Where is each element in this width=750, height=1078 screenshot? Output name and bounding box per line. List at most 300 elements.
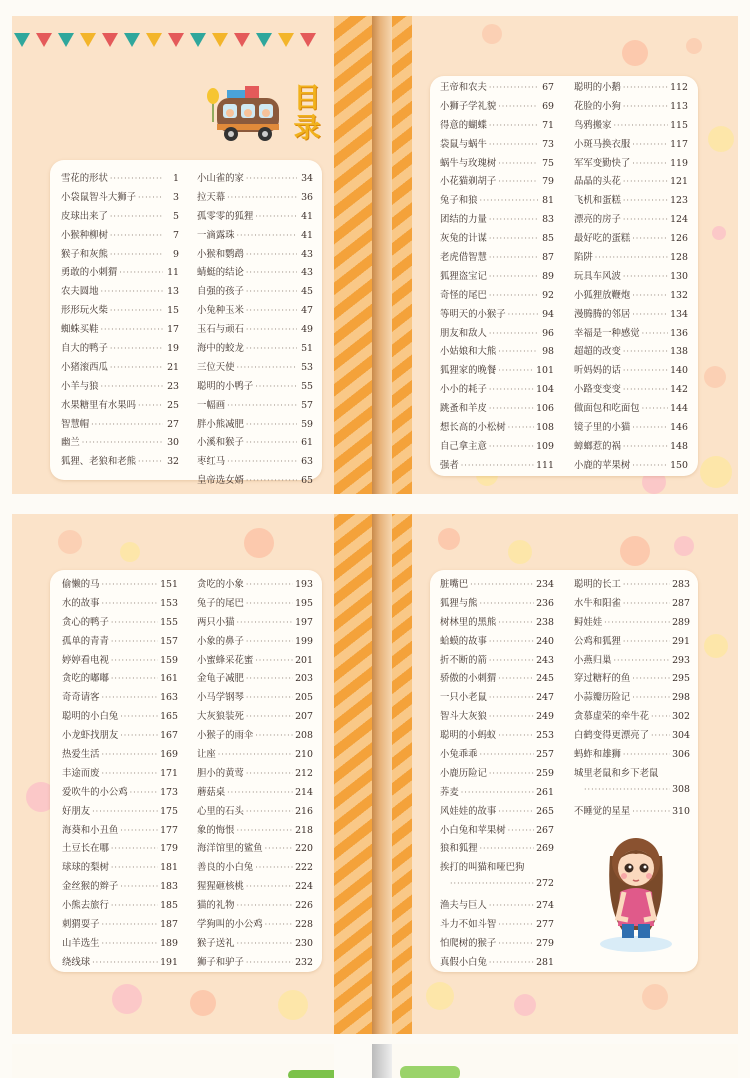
toc-entry-page: 306: [672, 749, 690, 761]
toc-entry-title: 蜻蜓的结论: [197, 267, 244, 279]
toc-entry[interactable]: [440, 822, 554, 841]
toc-entry[interactable]: [197, 878, 313, 897]
toc-entry[interactable]: [62, 803, 178, 822]
toc-leader-dots: [102, 693, 159, 702]
toc-entry[interactable]: [574, 576, 690, 595]
toc-entry[interactable]: [574, 652, 690, 671]
toc-entry-title: 树林里的黑熊: [440, 616, 497, 628]
toc-leader-dots: [489, 442, 534, 451]
toc-entry[interactable]: [574, 457, 688, 476]
toc-entry-title: 狼和狐狸: [440, 843, 478, 855]
toc-entry[interactable]: [197, 916, 313, 935]
toc-entry-page: 112: [670, 82, 688, 93]
toc-leader-dots: [218, 750, 293, 759]
toc-entry[interactable]: [62, 822, 178, 841]
toc-entry[interactable]: [62, 652, 178, 671]
toc-entry-title: 小象的鼻子: [197, 635, 244, 647]
toc-entry[interactable]: [574, 400, 688, 419]
toc-entry[interactable]: [197, 170, 313, 189]
toc-entry[interactable]: [440, 897, 554, 916]
toc-entry-page: 175: [160, 805, 178, 817]
toc-entry-title: 小猴子的雨伞: [197, 730, 254, 742]
toc-entry[interactable]: [197, 689, 313, 708]
toc-entry[interactable]: [197, 822, 313, 841]
toc-entry[interactable]: [62, 916, 178, 935]
toc-entry[interactable]: [574, 381, 688, 400]
toc-entry-page: 45: [301, 286, 313, 298]
toc-entry-page: 238: [536, 616, 554, 628]
toc-leader-dots: [111, 901, 158, 910]
toc-leader-dots: [498, 347, 538, 356]
toc-entry[interactable]: [197, 652, 313, 671]
toc-entry-page: 89: [542, 270, 554, 282]
toc-leader-dots: [102, 580, 159, 589]
toc-entry[interactable]: [62, 765, 178, 784]
toc-entry-title: 蜗牛与玫瑰树: [440, 157, 497, 169]
toc-entry-title: 跳蚤和羊皮: [440, 403, 487, 415]
toc-leader-dots: [632, 693, 670, 702]
toc-entry-page: 218: [295, 824, 313, 836]
toc-entry-title: 穿过糖籽的鱼: [574, 673, 631, 685]
toc-column: [197, 170, 313, 491]
toc-entry-title: 土豆长在哪: [62, 843, 109, 855]
toc-entry[interactable]: [197, 670, 313, 689]
toc-leader-dots: [227, 401, 297, 410]
toc-leader-dots: [92, 807, 158, 816]
toc-entry[interactable]: [197, 283, 313, 302]
toc-entry-title: 小兔乖乖: [440, 749, 478, 761]
toc-entry-title: 两只小猫: [197, 616, 235, 628]
toc-entry-title: 一幅画: [197, 399, 226, 411]
toc-entry-title: 城里老鼠和乡下老鼠: [574, 767, 659, 779]
toc-entry-title: 拉天幕: [197, 191, 226, 203]
toc-entry[interactable]: [62, 935, 178, 954]
toc-entry[interactable]: [440, 230, 554, 249]
toc-leader-dots: [111, 637, 158, 646]
toc-entry[interactable]: [574, 708, 690, 727]
toc-entry[interactable]: [197, 340, 313, 359]
toc-entry[interactable]: [62, 689, 178, 708]
toc-entry-page: 269: [536, 843, 554, 855]
toc-entry[interactable]: [440, 249, 554, 268]
toc-entry[interactable]: [574, 689, 690, 708]
toc-leader-dots: [255, 382, 297, 391]
toc-entry-title: 一只小老鼠: [440, 692, 487, 704]
toc-leader-dots: [237, 363, 297, 372]
toc-entry-title: 做面包和吃面包: [574, 403, 640, 415]
toc-entry[interactable]: [440, 784, 554, 803]
toc-leader-dots: [111, 863, 158, 872]
toc-entry[interactable]: [61, 302, 179, 321]
toc-leader-dots: [632, 807, 670, 816]
toc-entry[interactable]: [197, 246, 313, 265]
toc-entry[interactable]: [61, 170, 179, 189]
toc-entry-title: 自大的鸭子: [61, 343, 108, 355]
toc-entry[interactable]: [197, 208, 313, 227]
toc-entry[interactable]: [440, 362, 554, 381]
toc-leader-dots: [498, 731, 534, 740]
toc-leader-dots: [246, 712, 293, 721]
toc-entry[interactable]: [197, 472, 313, 491]
toc-entry[interactable]: [574, 155, 688, 174]
toc-entry[interactable]: [62, 708, 178, 727]
toc-entry[interactable]: [574, 784, 690, 803]
toc-entry-page: 124: [670, 214, 688, 226]
toc-entry[interactable]: [61, 416, 179, 435]
toc-entry[interactable]: [574, 419, 688, 438]
toc-entry[interactable]: [440, 419, 554, 438]
toc-entry[interactable]: [440, 878, 554, 897]
toc-leader-dots: [632, 461, 668, 470]
toc-entry[interactable]: [62, 576, 178, 595]
toc-entry[interactable]: [61, 283, 179, 302]
toc-entry[interactable]: [440, 287, 554, 306]
toc-entry-page: 177: [160, 824, 178, 836]
toc-entry[interactable]: [574, 136, 688, 155]
toc-entry-title: 三位天使: [197, 361, 235, 373]
toc-leader-dots: [651, 731, 670, 740]
toc-entry[interactable]: [62, 746, 178, 765]
toc-entry[interactable]: [440, 689, 554, 708]
toc-leader-dots: [246, 420, 297, 429]
toc-entry-title: 丰途而废: [62, 767, 100, 779]
toc-entry[interactable]: [62, 878, 178, 897]
toc-entry-title: 风娃娃的故事: [440, 805, 497, 817]
toc-entry[interactable]: [574, 230, 688, 249]
toc-entry[interactable]: [61, 434, 179, 453]
toc-leader-dots: [498, 366, 534, 375]
toc-entry[interactable]: [574, 306, 688, 325]
toc-leader-dots: [498, 674, 534, 683]
toc-entry[interactable]: [197, 784, 313, 803]
toc-entry[interactable]: [197, 453, 313, 472]
toc-leader-dots: [651, 712, 670, 721]
toc-entry[interactable]: [574, 343, 688, 362]
toc-entry-title: 孤零零的狐狸: [197, 210, 254, 222]
toc-leader-dots: [91, 420, 163, 429]
toc-leader-dots: [480, 750, 535, 759]
toc-entry[interactable]: [440, 708, 554, 727]
toc-entry[interactable]: [440, 746, 554, 765]
toc-entry[interactable]: [440, 576, 554, 595]
toc-entry[interactable]: [440, 457, 554, 476]
toc-entry[interactable]: [197, 397, 313, 416]
toc-entry-title: 金丝猴的辫子: [62, 881, 119, 893]
toc-entry[interactable]: [197, 708, 313, 727]
toc-entry-page: 128: [670, 252, 688, 264]
toc-column: [574, 576, 690, 822]
toc-entry-page: 220: [295, 843, 313, 855]
toc-entry[interactable]: [197, 840, 313, 859]
toc-entry-title: 形形玩火柴: [61, 305, 108, 317]
toc-entry-page: 173: [160, 786, 178, 798]
toc-entry[interactable]: [61, 264, 179, 283]
toc-entry[interactable]: [574, 362, 688, 381]
toc-entry[interactable]: [440, 670, 554, 689]
toc-entry[interactable]: [197, 633, 313, 652]
toc-entry[interactable]: [62, 633, 178, 652]
toc-entry[interactable]: [197, 614, 313, 633]
toc-entry[interactable]: [61, 397, 179, 416]
toc-entry[interactable]: [197, 576, 313, 595]
toc-entry[interactable]: [440, 803, 554, 822]
toc-entry-page: 281: [536, 956, 554, 968]
toc-leader-dots: [489, 121, 538, 130]
toc-entry[interactable]: [61, 340, 179, 359]
toc-entry[interactable]: [440, 173, 554, 192]
toc-leader-dots: [632, 423, 668, 432]
toc-entry-page: 191: [160, 956, 178, 968]
toc-entry[interactable]: [61, 378, 179, 397]
toc-leader-dots: [623, 83, 668, 92]
toc-entry[interactable]: [440, 381, 554, 400]
toc-entry[interactable]: [62, 954, 178, 973]
toc-entry[interactable]: [61, 453, 179, 472]
toc-entry[interactable]: [440, 268, 554, 287]
toc-entry[interactable]: [574, 117, 688, 136]
toc-entry-page: 293: [672, 654, 690, 666]
toc-entry[interactable]: [62, 670, 178, 689]
toc-entry[interactable]: [574, 173, 688, 192]
toc-entry-title: 朋友和敌人: [440, 327, 487, 339]
toc-leader-dots: [237, 618, 294, 627]
toc-entry-title: 猴子送礼: [197, 937, 235, 949]
toc-entry-title: 斗力不如斗智: [440, 919, 497, 931]
toc-leader-dots: [110, 212, 163, 221]
toc-entry-title: 兔子和狼: [440, 195, 478, 207]
toc-entry[interactable]: [62, 595, 178, 614]
toc-entry[interactable]: [197, 595, 313, 614]
next-page-right: [392, 1044, 738, 1078]
toc-leader-dots: [130, 788, 158, 797]
toc-leader-dots: [110, 250, 163, 259]
toc-entry[interactable]: [440, 306, 554, 325]
toc-entry-title: 孤单的青青: [62, 635, 109, 647]
toc-entry-page: 265: [536, 805, 554, 817]
toc-leader-dots: [632, 291, 668, 300]
toc-entry[interactable]: [61, 189, 179, 208]
toc-entry-page: 23: [167, 380, 179, 392]
toc-entry[interactable]: [62, 727, 178, 746]
toc-leader-dots: [246, 637, 293, 646]
toc-leader-dots: [489, 901, 534, 910]
toc-entry-page: 140: [670, 365, 688, 377]
toc-leader-dots: [246, 344, 297, 353]
toc-leader-dots: [246, 306, 297, 315]
toc-entry-title: 鲟娃娃: [574, 616, 603, 628]
toc-entry-page: 108: [536, 422, 554, 434]
toc-entry-title: 贪心的鸭子: [62, 616, 109, 628]
toc-entry[interactable]: [440, 935, 554, 954]
toc-entry-title: 小狐狸放鞭炮: [574, 289, 631, 301]
toc-leader-dots: [632, 140, 668, 149]
toc-entry[interactable]: [61, 208, 179, 227]
toc-leader-dots: [237, 231, 297, 240]
toc-entry[interactable]: [62, 784, 178, 803]
toc-entry[interactable]: [440, 79, 554, 98]
toc-entry-title: 金龟子减肥: [197, 673, 244, 685]
toc-entry-page: 153: [160, 597, 178, 609]
toc-entry-page: 34: [301, 173, 313, 184]
toc-entry-title: 狐狸家的晚餐: [440, 365, 497, 377]
toc-entry[interactable]: [574, 98, 688, 117]
toc-entry[interactable]: [197, 227, 313, 246]
toc-entry-title: 袋鼠与蜗牛: [440, 138, 487, 150]
toc-entry[interactable]: [440, 840, 554, 859]
toc-entry-title: 学狗叫的小公鸡: [197, 919, 263, 931]
toc-entry[interactable]: [574, 211, 688, 230]
toc-entry[interactable]: [62, 614, 178, 633]
toc-entry[interactable]: [574, 803, 690, 822]
toc-entry-page: 289: [672, 616, 690, 628]
toc-entry[interactable]: [197, 302, 313, 321]
toc-entry-page: 111: [536, 459, 554, 471]
toc-entry[interactable]: [440, 117, 554, 136]
toc-entry[interactable]: [440, 916, 554, 935]
toc-leader-dots: [102, 769, 159, 778]
toc-leader-dots: [489, 234, 538, 243]
toc-entry-page: 230: [295, 937, 313, 949]
book-spine-bottom-right: [392, 514, 412, 1034]
toc-entry[interactable]: [574, 438, 688, 457]
toc-entry[interactable]: [62, 897, 178, 916]
toc-entry[interactable]: [574, 79, 688, 98]
toc-entry[interactable]: [197, 803, 313, 822]
toc-entry[interactable]: [61, 246, 179, 265]
toc-entry[interactable]: [197, 765, 313, 784]
toc-column: [440, 576, 554, 973]
toc-entry[interactable]: [61, 359, 179, 378]
toc-entry[interactable]: [197, 264, 313, 283]
toc-entry-title: 鸟鸦搬家: [574, 119, 612, 131]
toc-leader-dots: [595, 253, 668, 262]
toc-entry[interactable]: [440, 652, 554, 671]
toc-entry[interactable]: [440, 614, 554, 633]
toc-entry[interactable]: [440, 438, 554, 457]
toc-entry[interactable]: [574, 325, 688, 344]
toc-entry[interactable]: [574, 727, 690, 746]
toc-entry[interactable]: [61, 321, 179, 340]
toc-entry[interactable]: [440, 325, 554, 344]
toc-entry[interactable]: [440, 595, 554, 614]
toc-leader-dots: [246, 580, 293, 589]
toc-leader-dots: [632, 234, 668, 243]
toc-entry[interactable]: [197, 746, 313, 765]
toc-entry[interactable]: [574, 249, 688, 268]
toc-entry[interactable]: [440, 765, 554, 784]
toc-entry[interactable]: [574, 765, 690, 784]
toc-entry[interactable]: [440, 343, 554, 362]
toc-entry[interactable]: [197, 859, 313, 878]
toc-entry[interactable]: [197, 954, 313, 973]
toc-entry-title: 贪慕虚荣的牵牛花: [574, 711, 650, 723]
toc-entry[interactable]: [197, 897, 313, 916]
toc-leader-dots: [246, 174, 297, 183]
toc-entry[interactable]: [197, 416, 313, 435]
toc-entry-page: 32: [167, 456, 179, 468]
toc-leader-dots: [246, 287, 297, 296]
toc-entry[interactable]: [197, 727, 313, 746]
toc-entry[interactable]: [197, 378, 313, 397]
toc-entry-title: 晶晶的头花: [574, 176, 621, 188]
toc-entry[interactable]: [440, 98, 554, 117]
bunting-decoration: [14, 33, 330, 53]
toc-entry-title: 想长高的小松树: [440, 422, 506, 434]
toc-entry-title: 狐狸、老狼和老熊: [61, 456, 137, 468]
toc-leader-dots: [101, 382, 163, 391]
toc-entry-page: 7: [173, 229, 179, 241]
toc-entry[interactable]: [197, 434, 313, 453]
toc-entry[interactable]: [574, 268, 688, 287]
toc-entry[interactable]: [574, 595, 690, 614]
toc-entry[interactable]: [197, 321, 313, 340]
toc-entry-page: 59: [301, 418, 313, 430]
toc-entry-page: 21: [167, 361, 179, 373]
toc-entry[interactable]: [440, 633, 554, 652]
toc-entry[interactable]: [440, 859, 554, 878]
toc-entry[interactable]: [197, 189, 313, 208]
toc-leader-dots: [246, 599, 293, 608]
toc-entry[interactable]: [440, 155, 554, 174]
toc-entry-title: 小小的耗子: [440, 384, 487, 396]
toc-entry[interactable]: [440, 727, 554, 746]
toc-leader-dots: [111, 656, 158, 665]
toc-entry[interactable]: [440, 211, 554, 230]
toc-leader-dots: [120, 882, 158, 891]
toc-entry-title: 蚂蚱和雄狮: [574, 749, 621, 761]
toc-leader-dots: [480, 599, 535, 608]
toc-leader-dots: [489, 404, 534, 413]
toc-entry-title: 小马学钢琴: [197, 692, 244, 704]
toc-entry[interactable]: [197, 935, 313, 954]
toc-entry[interactable]: [574, 287, 688, 306]
toc-leader-dots: [120, 731, 158, 740]
toc-entry-page: 150: [670, 459, 688, 471]
toc-entry-title: 老虎借智慧: [440, 252, 487, 264]
toc-entry-page: 67: [542, 82, 554, 93]
toc-entry-title: 聪明的小鸭子: [197, 380, 254, 392]
toc-entry-title: 花脸的小狗: [574, 100, 621, 112]
toc-entry[interactable]: [197, 359, 313, 378]
toc-leader-dots: [498, 177, 538, 186]
toc-entry[interactable]: [574, 633, 690, 652]
toc-entry-page: 236: [536, 597, 554, 609]
toc-entry-title: 海洋馆里的鲨鱼: [197, 843, 263, 855]
toc-entry[interactable]: [440, 400, 554, 419]
toc-entry[interactable]: [574, 192, 688, 211]
toc-leader-dots: [246, 958, 293, 967]
toc-entry[interactable]: [62, 859, 178, 878]
toc-entry-page: 257: [536, 749, 554, 761]
toc-entry-page: 79: [542, 176, 554, 188]
toc-entry[interactable]: [440, 192, 554, 211]
toc-entry[interactable]: [574, 746, 690, 765]
toc-entry[interactable]: [61, 227, 179, 246]
toc-entry[interactable]: [574, 670, 690, 689]
toc-entry[interactable]: [440, 954, 554, 973]
toc-leader-dots: [138, 457, 163, 466]
toc-entry[interactable]: [62, 840, 178, 859]
book-gutter: [372, 16, 392, 494]
toc-leader-dots: [237, 901, 294, 910]
toc-leader-dots: [480, 196, 538, 205]
toc-leader-dots: [92, 958, 158, 967]
toc-entry-page: 11: [167, 267, 179, 279]
toc-entry[interactable]: [574, 614, 690, 633]
toc-entry[interactable]: [440, 136, 554, 155]
toc-leader-dots: [111, 674, 158, 683]
toc-leader-dots: [623, 102, 668, 111]
